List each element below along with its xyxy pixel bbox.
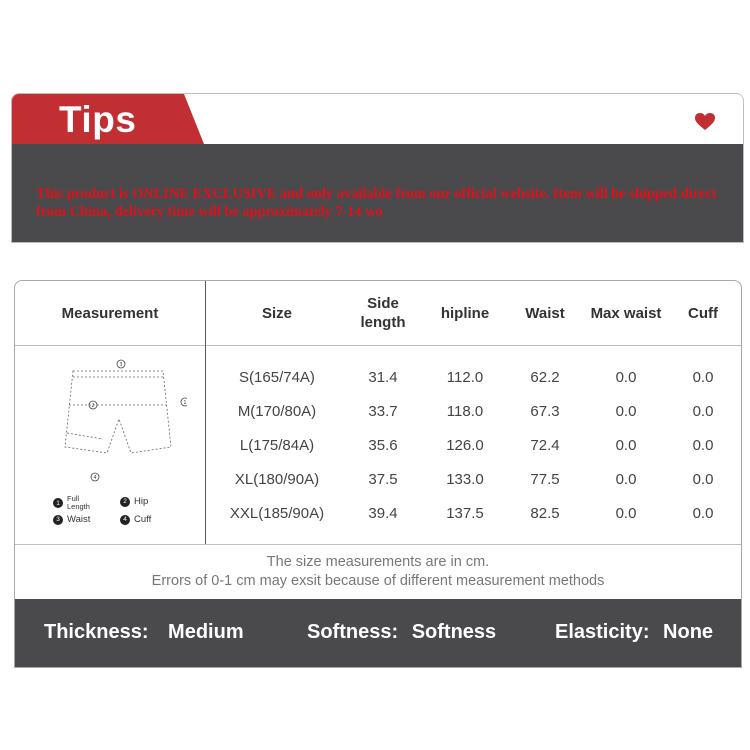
measurement-note	[15, 544, 741, 599]
full-length-marker-icon: 1	[53, 498, 63, 508]
tips-panel	[11, 93, 744, 243]
legend-full-length: 1 Full Length	[53, 495, 97, 511]
cell-max-waist: 0.0	[615, 470, 637, 488]
elasticity-value: None	[663, 621, 714, 643]
thickness-property	[44, 621, 244, 644]
cell-cuff: 0.0	[692, 470, 714, 488]
tips-message: This product is ONLINE EXCLUSIVE and only available from our official website. Item will be shipped direct from China, delivery time will be approximately 7-14 wo	[36, 186, 717, 220]
cell-waist: 72.4	[530, 436, 560, 454]
cell-waist: 82.5	[530, 504, 560, 522]
fabric-properties-bar	[15, 599, 741, 667]
cell-hipline: 112.0	[446, 368, 484, 386]
cuff-marker-icon: 4	[120, 515, 130, 525]
size-table-panel	[14, 280, 742, 668]
cell-size: XXL(185/90A)	[229, 504, 325, 522]
svg-text:3: 3	[119, 362, 123, 368]
cell-hipline: 133.0	[446, 470, 484, 488]
note-line-2: Errors of 0-1 cm may exsit because of different measurement methods	[151, 573, 605, 589]
elasticity-property	[555, 621, 713, 644]
legend-waist: 3 Waist	[53, 514, 90, 525]
softness-property	[307, 621, 496, 644]
header-hipline: hipline	[440, 304, 490, 322]
header-side-length: Side length	[360, 295, 406, 331]
waist-marker-icon: 3	[53, 515, 63, 525]
legend-hip: 2 Hip	[120, 496, 148, 507]
cell-waist: 77.5	[530, 470, 560, 488]
cell-size: XL(180/90A)	[234, 470, 320, 488]
cell-cuff: 0.0	[692, 368, 714, 386]
header-max-waist: Max waist	[590, 304, 662, 322]
thickness-value: Medium	[168, 621, 244, 643]
hip-marker-icon: 2	[120, 497, 130, 507]
tips-header	[12, 94, 743, 144]
heart-icon	[695, 113, 715, 131]
cell-side-length: 31.4	[368, 368, 398, 386]
column-divider	[205, 281, 206, 544]
header-size: Size	[261, 304, 292, 322]
cell-hipline: 118.0	[446, 402, 484, 420]
size-table-header	[15, 281, 741, 346]
svg-text:4: 4	[93, 475, 97, 481]
softness-value: Softness	[411, 621, 497, 643]
cell-max-waist: 0.0	[615, 402, 637, 420]
svg-text:2: 2	[91, 403, 95, 409]
header-waist: Waist	[525, 304, 565, 322]
cell-max-waist: 0.0	[615, 436, 637, 454]
cell-max-waist: 0.0	[615, 504, 637, 522]
note-line-1: The size measurements are in cm.	[266, 554, 490, 570]
header-cuff: Cuff	[688, 304, 718, 322]
cell-waist: 62.2	[530, 368, 560, 386]
cell-side-length: 39.4	[368, 504, 398, 522]
cell-size: S(165/74A)	[239, 368, 315, 386]
cell-hipline: 126.0	[446, 436, 484, 454]
cell-cuff: 0.0	[692, 504, 714, 522]
cell-cuff: 0.0	[692, 402, 714, 420]
header-measurement: Measurement	[61, 304, 159, 322]
cell-side-length: 37.5	[368, 470, 398, 488]
cell-size: L(175/84A)	[239, 436, 315, 454]
cell-max-waist: 0.0	[615, 368, 637, 386]
cell-cuff: 0.0	[692, 436, 714, 454]
cell-side-length: 35.6	[368, 436, 398, 454]
tips-title: Tips	[59, 99, 137, 140]
cell-waist: 67.3	[530, 402, 560, 420]
elasticity-label: Elasticity:	[555, 621, 650, 643]
cell-size: M(170/80A)	[237, 402, 317, 420]
shorts-diagram	[51, 357, 187, 485]
cell-side-length: 33.7	[368, 402, 398, 420]
cell-hipline: 137.5	[446, 504, 484, 522]
svg-text:1: 1	[183, 400, 187, 406]
thickness-label: Thickness:	[44, 621, 149, 643]
legend-cuff: 4 Cuff	[120, 514, 151, 525]
tips-body	[12, 144, 743, 242]
softness-label: Softness:	[307, 621, 399, 643]
